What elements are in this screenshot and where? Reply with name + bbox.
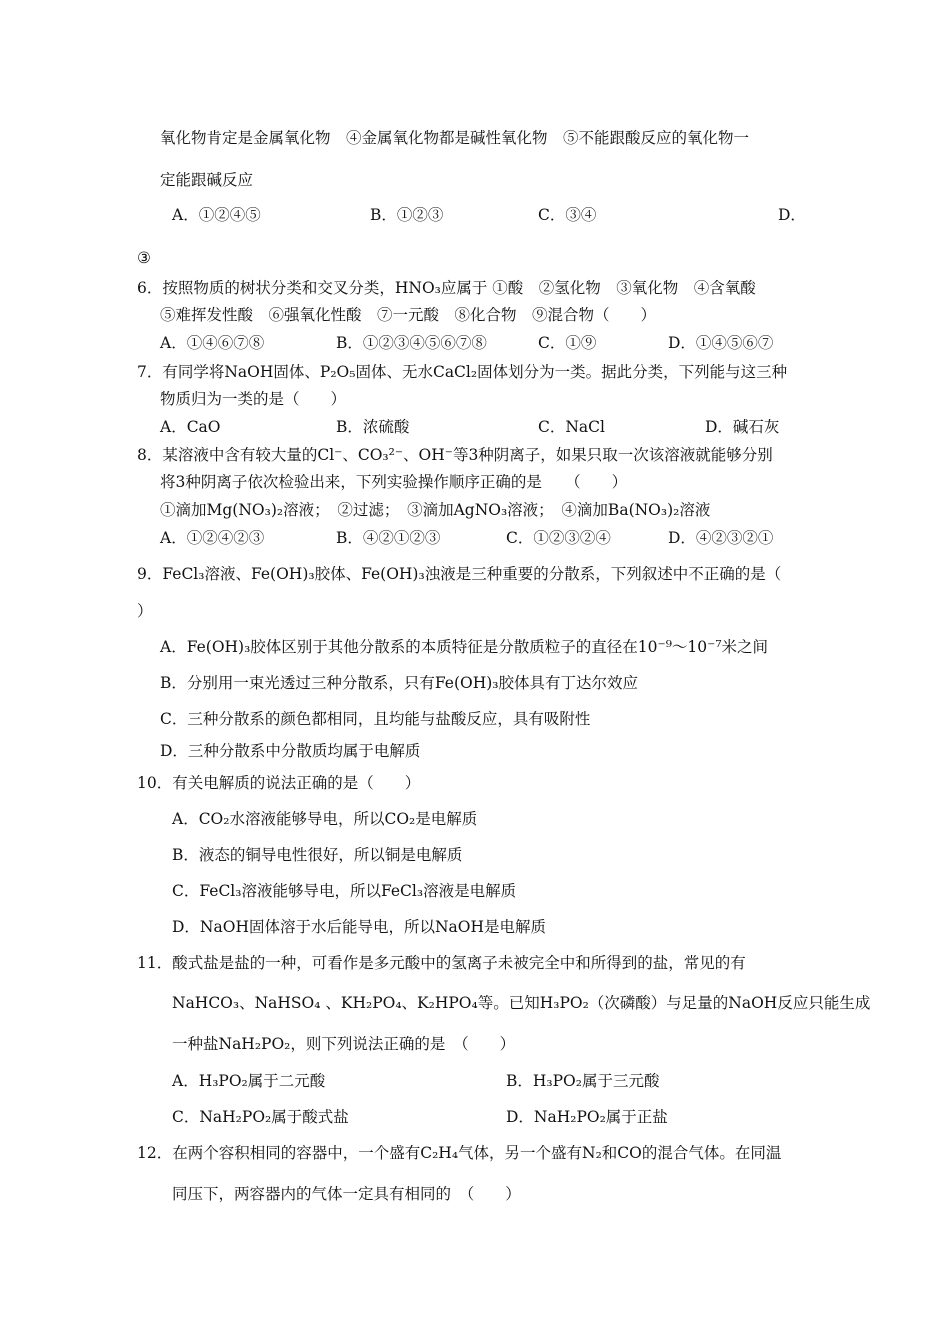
q8-steps-line: ①滴加Mg(NO₃)₂溶液； ②过滤； ③滴加AgNO₃溶液； ④滴加Ba(NO₃)₂溶液	[160, 501, 711, 519]
q11-stem-line-1: 11．酸式盐是盐的一种，可看作是多元酸中的氢离子未被完全中和所得到的盐，常见的有	[137, 954, 746, 972]
q7-option-c: C．NaCl	[538, 418, 605, 436]
q5-option-d: D．	[778, 206, 806, 224]
q5-option-d-continuation: ③	[137, 249, 151, 267]
q8-option-d: D．④②③②①	[668, 529, 774, 547]
q6-option-a: A．①④⑥⑦⑧	[160, 334, 265, 352]
q9-option-d: D．三种分散系中分散质均属于电解质	[160, 742, 421, 760]
q9-option-c: C．三种分散系的颜色都相同，且均能与盐酸反应，具有吸附性	[160, 710, 591, 728]
q5-continuation-line-1: 氧化物肯定是金属氧化物 ④金属氧化物都是碱性氧化物 ⑤不能跟酸反应的氧化物一	[160, 129, 750, 147]
q11-option-a: A．H₃PO₂属于二元酸	[172, 1072, 326, 1090]
q12-stem-line-2: 同压下，两容器内的气体一定具有相同的 （ ）	[172, 1185, 521, 1203]
q7-option-d: D．碱石灰	[705, 418, 780, 436]
q10-option-b: B．液态的铜导电性很好，所以铜是电解质	[172, 846, 463, 864]
q11-option-d: D．NaH₂PO₂属于正盐	[506, 1108, 668, 1126]
q6-stem-line-1: 6．按照物质的树状分类和交叉分类，HNO₃应属于 ①酸 ②氢化物 ③氧化物 ④含氧酸	[137, 279, 756, 297]
q5-option-a: A．①②④⑤	[172, 206, 261, 224]
q6-option-d: D．①④⑤⑥⑦	[668, 334, 774, 352]
q6-stem-line-2: ⑤难挥发性酸 ⑥强氧化性酸 ⑦一元酸 ⑧化合物 ⑨混合物（ ）	[160, 306, 657, 324]
q8-stem-line-2: 将3种阴离子依次检验出来，下列实验操作顺序正确的是 （ ）	[160, 473, 628, 491]
q5-option-c: C．③④	[538, 206, 597, 224]
q7-option-a: A．CaO	[160, 418, 221, 436]
q10-stem: 10．有关电解质的说法正确的是（ ）	[137, 774, 421, 792]
q6-option-b: B．①②③④⑤⑥⑦⑧	[336, 334, 487, 352]
q9-stem-line-2: ）	[137, 602, 153, 620]
q9-stem-line-1: 9．FeCl₃溶液、Fe(OH)₃胶体、Fe(OH)₃浊液是三种重要的分散系，下列叙述中不正确的是（	[137, 565, 782, 583]
q5-continuation-line-2: 定能跟碱反应	[160, 171, 254, 189]
q8-option-c: C．①②③②④	[506, 529, 611, 547]
q10-option-d: D．NaOH固体溶于水后能导电，所以NaOH是电解质	[172, 918, 546, 936]
q11-option-b: B．H₃PO₂属于三元酸	[506, 1072, 660, 1090]
q9-option-b: B．分别用一束光透过三种分散系，只有Fe(OH)₃胶体具有丁达尔效应	[160, 674, 639, 692]
q7-option-b: B．浓硫酸	[336, 418, 410, 436]
q5-option-b: B．①②③	[370, 206, 444, 224]
q12-stem-line-1: 12．在两个容积相同的容器中，一个盛有C₂H₄气体，另一个盛有N₂和CO的混合气体。在同温	[137, 1144, 782, 1162]
q6-option-c: C．①⑨	[538, 334, 597, 352]
q11-stem-line-3: 一种盐NaH₂PO₂，则下列说法正确的是 （ ）	[172, 1035, 516, 1053]
q9-option-a: A．Fe(OH)₃胶体区别于其他分散系的本质特征是分散质粒子的直径在10⁻⁹～10⁻⁷米之间	[160, 638, 769, 656]
q8-stem-line-1: 8．某溶液中含有较大量的Cl⁻、CO₃²⁻、OH⁻等3种阴离子，如果只取一次该溶液就能够分别	[137, 446, 773, 464]
q8-option-b: B．④②①②③	[336, 529, 441, 547]
q11-stem-line-2: NaHCO₃、NaHSO₄ 、KH₂PO₄、K₂HPO₄等。已知H₃PO₂（次磷酸）与足量的NaOH反应只能生成	[172, 994, 871, 1012]
q8-option-a: A．①②④②③	[160, 529, 265, 547]
q10-option-a: A．CO₂水溶液能够导电，所以CO₂是电解质	[172, 810, 478, 828]
q7-stem-line-1: 7．有同学将NaOH固体、P₂O₅固体、无水CaCl₂固体划分为一类。据此分类，下列能与这三种	[137, 363, 788, 381]
q10-option-c: C．FeCl₃溶液能够导电，所以FeCl₃溶液是电解质	[172, 882, 517, 900]
q7-stem-line-2: 物质归为一类的是（ ）	[160, 390, 347, 408]
q11-option-c: C．NaH₂PO₂属于酸式盐	[172, 1108, 349, 1126]
